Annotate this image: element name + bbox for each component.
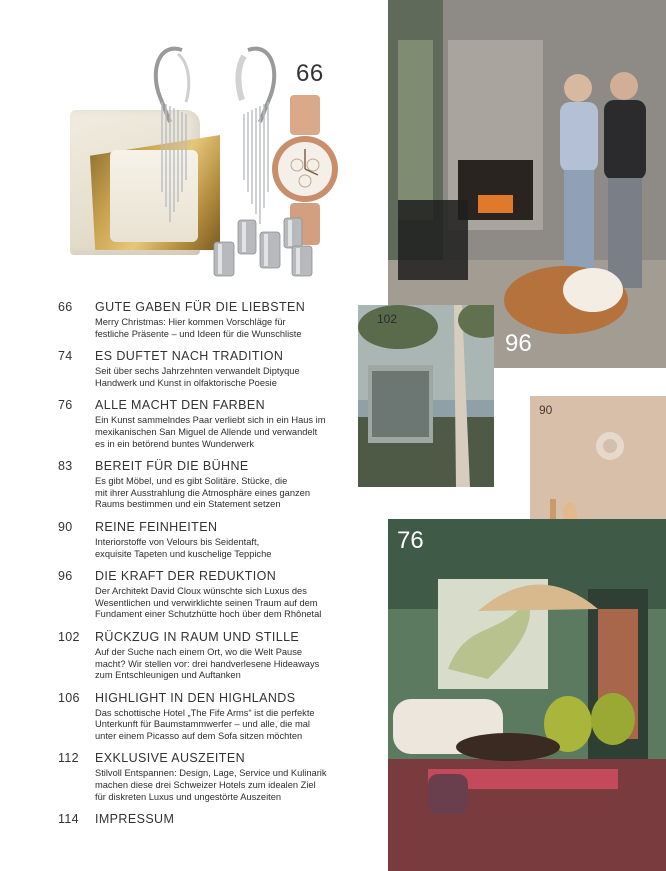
- toc-description: Stilvoll Entspannen: Design, Lage, Service und Kulinarik machen diese drei Schweizer Hotels zum idealen Ziel für diskreten Luxus und ungestörte Auszeiten: [95, 768, 327, 802]
- toc-entry[interactable]: [58, 459, 358, 511]
- toc-description: Interiorstoffe von Velours bis Seidentaft, exquisite Tapeten und kuschelige Teppiche: [95, 536, 272, 559]
- toc-entry[interactable]: [58, 520, 358, 560]
- photo-page-label-96: 96: [505, 330, 532, 357]
- toc-description: Seit über sechs Jahrzehnten verwandelt Diptyque Handwerk und Kunst in olfaktorische Poesie: [95, 366, 300, 388]
- toc-title: ES DUFTET NACH TRADITION: [95, 349, 284, 364]
- hero-page-number: 66: [296, 60, 324, 87]
- toc-entry[interactable]: [58, 812, 358, 827]
- toc-entry[interactable]: [58, 300, 358, 340]
- toc-entry[interactable]: [58, 349, 358, 389]
- candle-holders-image: [208, 212, 318, 280]
- table-of-contents: [58, 300, 358, 836]
- toc-title: EXKLUSIVE AUSZEITEN: [95, 751, 246, 766]
- toc-title: BEREIT FÜR DIE BÜHNE: [95, 459, 249, 474]
- toc-title: RÜCKZUG IN RAUM UND STILLE: [95, 629, 300, 644]
- toc-description: Es gibt Möbel, und es gibt Solitäre. Stücke, die mit ihrer Ausstrahlung die Atmosphäre eines ganzen Raums bestimmen und ein Statement setzen: [95, 476, 310, 510]
- toc-entry[interactable]: [58, 751, 358, 803]
- hideaway-cabin-photo: [358, 305, 494, 487]
- toc-title: HIGHLIGHT IN DEN HIGHLANDS: [95, 690, 296, 705]
- toc-page-number: 74: [58, 349, 73, 364]
- toc-page-number: 76: [58, 398, 73, 413]
- toc-title: IMPRESSUM: [95, 812, 175, 827]
- toc-entry[interactable]: [58, 398, 358, 450]
- toc-title: DIE KRAFT DER REDUKTION: [95, 569, 277, 584]
- toc-title: REINE FEINHEITEN: [95, 519, 218, 534]
- toc-title: GUTE GABEN FÜR DIE LIEBSTEN: [95, 300, 306, 314]
- toc-page-number: 114: [58, 812, 79, 827]
- toc-entry[interactable]: [58, 691, 358, 743]
- toc-description: Merry Christmas: Hier kommen Vorschläge für festliche Präsente – und Ideen für die Wunschliste: [95, 317, 302, 339]
- toc-entry[interactable]: [58, 569, 358, 621]
- toc-page-number: 106: [58, 690, 80, 705]
- toc-page-number: 112: [58, 751, 79, 766]
- colorful-living-room-photo: [388, 519, 666, 871]
- toc-title: ALLE MACHT DEN FARBEN: [95, 398, 266, 413]
- photo-page-label-102: 102: [377, 312, 398, 326]
- toc-page-number: 83: [58, 459, 73, 474]
- toc-description: Der Architekt David Cloux wünschte sich Luxus des Wesentlichen und verwirklichte seinen Traum auf dem Fundament einer Schutzhütte hoch über dem Rhônetal: [95, 586, 322, 620]
- toc-page-number: 96: [58, 569, 73, 584]
- earring-left-image: [148, 42, 208, 232]
- toc-description: Ein Kunst sammelndes Paar verliebt sich in ein Haus im mexikanischen San Miguel de Allende und verwandelt es in ein betörend buntes Wunderwerk: [95, 415, 326, 449]
- toc-page-number: 90: [58, 519, 73, 534]
- photo-page-label-90: 90: [539, 403, 553, 417]
- toc-page-number: 66: [58, 300, 73, 314]
- toc-entry[interactable]: [58, 630, 358, 682]
- toc-description: Das schottische Hotel „The Fife Arms“ ist die perfekte Unterkunft für Baumstammwerfer – und alle, die mal unter einem Picasso auf dem Sofa sitzen möchten: [95, 707, 315, 741]
- photo-page-label-76: 76: [397, 527, 424, 554]
- toc-description: Auf der Suche nach einem Ort, wo die Welt Pause macht? Wir stellen vor: drei handverlesene Hideaways zum Entschleunigen und Auftanken: [95, 646, 320, 681]
- toc-page-number: 102: [58, 629, 80, 644]
